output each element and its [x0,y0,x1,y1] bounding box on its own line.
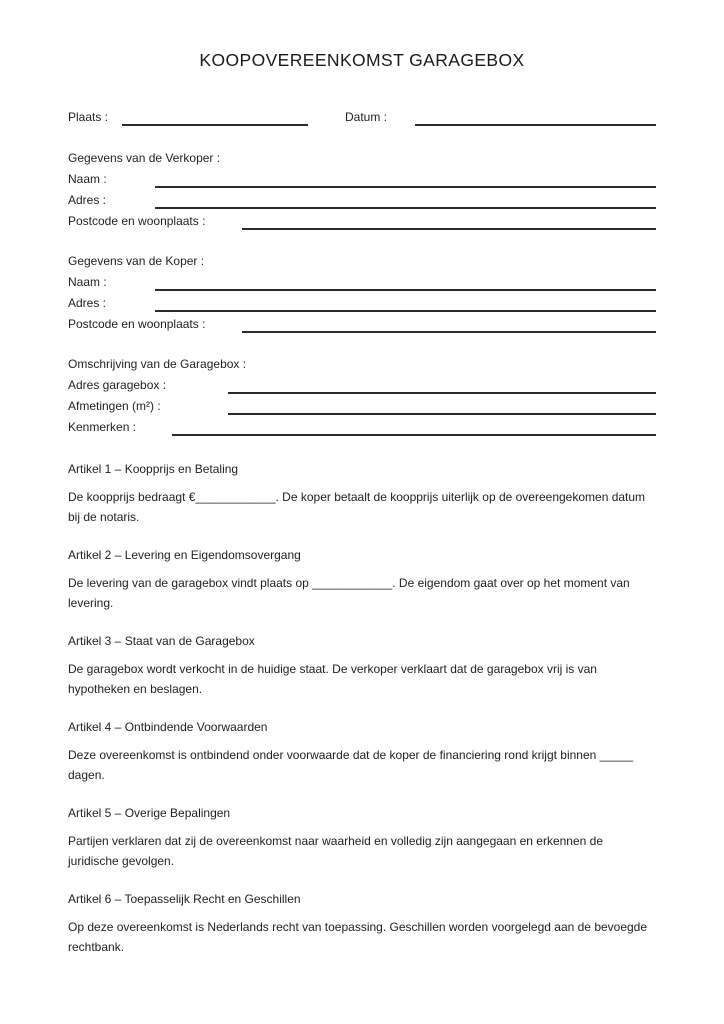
plaats-label: Plaats : [68,110,109,124]
field-label: Kenmerken : [68,420,137,434]
article-2 [68,545,656,613]
section-koper-heading: Gegevens van de Koper : [68,254,205,268]
field-blank-line [155,207,656,209]
field-row-garagebox-adres [68,375,656,396]
article-2-body: De levering van de garagebox vindt plaats op ____________. De eigendom gaat over op het moment van levering. [68,576,630,610]
field-blank-line [228,392,656,394]
article-4 [68,717,656,785]
datum-blank-line [415,124,656,126]
field-row-verkoper-naam [68,169,656,190]
article-6-heading: Artikel 6 – Toepasselijk Recht en Geschillen [68,892,301,906]
plaats-datum-row [68,105,656,127]
field-row-verkoper-postcode [68,211,656,232]
field-row-koper-postcode [68,314,656,335]
field-label: Naam : [68,275,107,289]
article-1 [68,459,656,527]
article-4-heading: Artikel 4 – Ontbindende Voorwaarden [68,720,268,734]
field-row-koper-adres [68,293,656,314]
field-blank-line [155,186,656,188]
section-garagebox [68,354,656,438]
article-3-body: De garagebox wordt verkocht in de huidige staat. De verkoper verklaart dat de garagebox vrij is van hypotheken en beslagen. [68,662,597,696]
field-label: Naam : [68,172,107,186]
field-blank-line [228,413,656,415]
section-garagebox-heading: Omschrijving van de Garagebox : [68,357,247,371]
article-3 [68,631,656,699]
field-blank-line [155,310,656,312]
field-label: Adres : [68,296,107,310]
field-label: Afmetingen (m²) : [68,399,161,413]
field-label: Postcode en woonplaats : [68,317,206,331]
field-blank-line [242,228,656,230]
field-row-garagebox-afmetingen [68,396,656,417]
article-6-body: Op deze overeenkomst is Nederlands recht van toepassing. Geschillen worden voorgelegd aan de bevoegde rechtbank. [68,920,648,954]
article-5 [68,803,656,871]
article-2-heading: Artikel 2 – Levering en Eigendomsovergang [68,548,301,562]
article-1-body: De koopprijs bedraagt €____________. De koper betaalt de koopprijs uiterlijk op de overeengekomen datum bij de notaris. [68,490,646,524]
field-label: Adres : [68,193,107,207]
article-3-heading: Artikel 3 – Staat van de Garagebox [68,634,255,648]
article-5-heading: Artikel 5 – Overige Bepalingen [68,806,231,820]
field-row-koper-naam [68,272,656,293]
article-1-heading: Artikel 1 – Koopprijs en Betaling [68,462,239,476]
section-koper [68,251,656,335]
field-blank-line [172,434,656,436]
article-5-body: Partijen verklaren dat zij de overeenkomst naar waarheid en volledig zijn aangegaan en erkennen de juridische gevolgen. [68,834,604,868]
article-4-body: Deze overeenkomst is ontbindend onder voorwaarde dat de koper de financiering rond krijgt binnen _____ dagen. [68,748,634,782]
article-6 [68,889,656,957]
field-blank-line [155,289,656,291]
field-label: Adres garagebox : [68,378,167,392]
field-label: Postcode en woonplaats : [68,214,206,228]
document-title: KOOPOVEREENKOMST GARAGEBOX [199,50,525,70]
field-blank-line [242,331,656,333]
field-row-garagebox-kenmerken [68,417,656,438]
field-row-verkoper-adres [68,190,656,211]
section-verkoper-heading: Gegevens van de Verkoper : [68,151,221,165]
plaats-blank-line [122,124,308,126]
section-verkoper [68,148,656,232]
datum-label: Datum : [345,110,388,124]
